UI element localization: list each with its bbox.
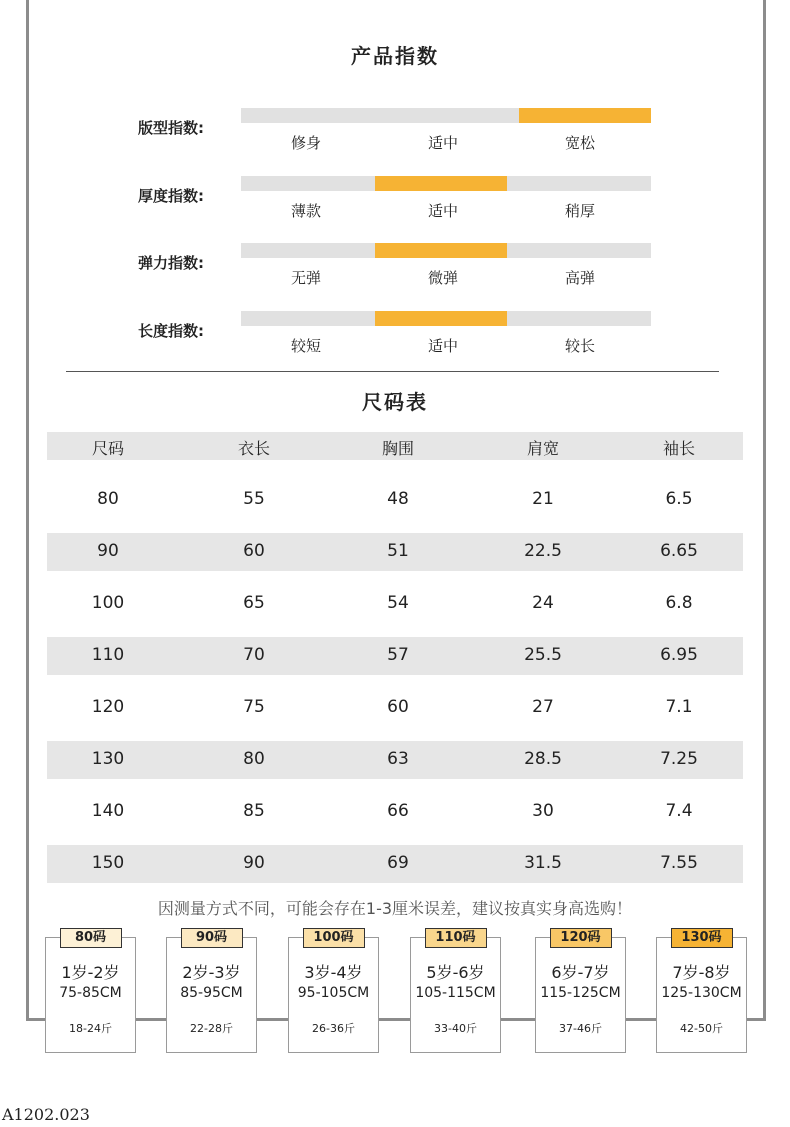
table-cell: 48 [387,489,409,509]
index-track [241,108,651,123]
table-cell: 7.1 [665,697,693,717]
index-highlight [375,243,507,258]
table-cell: 63 [387,749,409,769]
size-tag: 120码 [550,928,612,948]
table-cell: 69 [387,853,409,873]
table-cell: 6.65 [660,541,698,561]
card-weight: 42-50斤 [680,1022,723,1035]
frame-left-border [26,0,29,1021]
index-track [241,311,651,326]
index-highlight [519,108,651,123]
size-tag: 110码 [425,928,487,948]
table-cell: 27 [532,697,554,717]
table-cell: 28.5 [524,749,562,769]
table-cell: 31.5 [524,853,562,873]
product-code: A1202.023 [2,1105,90,1124]
index-option: 较长 [564,337,595,355]
table-cell: 85 [243,801,265,821]
table-cell: 6.5 [665,489,693,509]
card-height: 105-115CM [415,985,496,1001]
table-cell: 60 [243,541,265,561]
card-height: 125-130CM [661,985,742,1001]
table-cell: 6.95 [660,645,698,665]
table-cell: 140 [91,801,125,821]
size-tag: 130码 [671,928,733,948]
table-header-cell: 肩宽 [526,439,559,458]
size-card [45,930,136,1053]
table-header-cell: 袖长 [662,439,695,458]
table-cell: 21 [532,489,554,509]
index-option: 适中 [427,337,458,355]
table-cell: 150 [91,853,125,873]
index-label: 厚度指数: [138,187,204,205]
table-cell: 7.55 [660,853,698,873]
table-cell: 60 [387,697,409,717]
index-option: 薄款 [290,202,321,220]
table-cell: 120 [91,697,125,717]
card-age: 3岁-4岁 [304,963,363,982]
index-label: 版型指数: [138,119,204,137]
table-cell: 130 [91,749,125,769]
table-header-cell: 尺码 [91,439,124,458]
product-index-title: 产品指数 [351,44,439,68]
size-card [166,930,257,1053]
index-option: 高弹 [564,269,595,287]
size-card [288,930,379,1053]
measurement-note: 因测量方式不同，可能会存在1-3厘米误差，建议按真实身高选购！ [157,899,633,918]
index-label: 长度指数: [138,322,204,340]
index-option: 无弹 [290,269,321,287]
index-option: 较短 [290,337,321,355]
frame-bottom-border [26,1018,766,1021]
size-card [656,930,747,1053]
size-card [535,930,626,1053]
index-option: 适中 [427,134,458,152]
table-cell: 54 [387,593,409,613]
table-cell: 66 [387,801,409,821]
table-cell: 25.5 [524,645,562,665]
card-age: 5岁-6岁 [426,963,485,982]
card-age: 7岁-8岁 [672,963,731,982]
card-weight: 26-36斤 [312,1022,355,1035]
table-cell: 30 [532,801,554,821]
card-height: 115-125CM [540,985,621,1001]
table-cell: 90 [243,853,265,873]
table-cell: 80 [97,489,119,509]
card-height: 95-105CM [297,985,370,1001]
table-cell: 100 [91,593,125,613]
table-cell: 51 [387,541,409,561]
card-weight: 33-40斤 [434,1022,477,1035]
table-cell: 7.4 [665,801,693,821]
card-age: 6岁-7岁 [551,963,610,982]
card-height: 85-95CM [180,985,243,1001]
card-weight: 22-28斤 [190,1022,233,1035]
index-option: 宽松 [564,134,595,152]
index-track [241,176,651,191]
index-option: 适中 [427,202,458,220]
table-cell: 24 [532,593,554,613]
index-track [241,243,651,258]
size-tag: 80码 [60,928,122,948]
table-cell: 65 [243,593,265,613]
table-header-cell: 胸围 [381,439,414,458]
index-label: 弹力指数: [138,254,204,272]
index-option: 修身 [290,134,321,152]
table-cell: 6.8 [665,593,693,613]
table-cell: 80 [243,749,265,769]
size-card [410,930,501,1053]
size-table-title: 尺码表 [362,390,428,414]
index-highlight [375,311,507,326]
table-cell: 22.5 [524,541,562,561]
size-tag: 100码 [303,928,365,948]
table-cell: 7.25 [660,749,698,769]
frame-right-border [763,0,766,1021]
card-age: 2岁-3岁 [182,963,241,982]
index-option: 微弹 [427,269,458,287]
section-divider [66,371,719,372]
table-cell: 55 [243,489,265,509]
card-weight: 18-24斤 [69,1022,112,1035]
card-weight: 37-46斤 [559,1022,602,1035]
index-option: 稍厚 [564,202,595,220]
card-height: 75-85CM [59,985,122,1001]
table-cell: 70 [243,645,265,665]
card-age: 1岁-2岁 [61,963,120,982]
table-cell: 57 [387,645,409,665]
table-header-cell: 衣长 [237,439,270,458]
index-highlight [375,176,507,191]
table-cell: 110 [91,645,125,665]
table-cell: 90 [97,541,119,561]
size-tag: 90码 [181,928,243,948]
table-cell: 75 [243,697,265,717]
